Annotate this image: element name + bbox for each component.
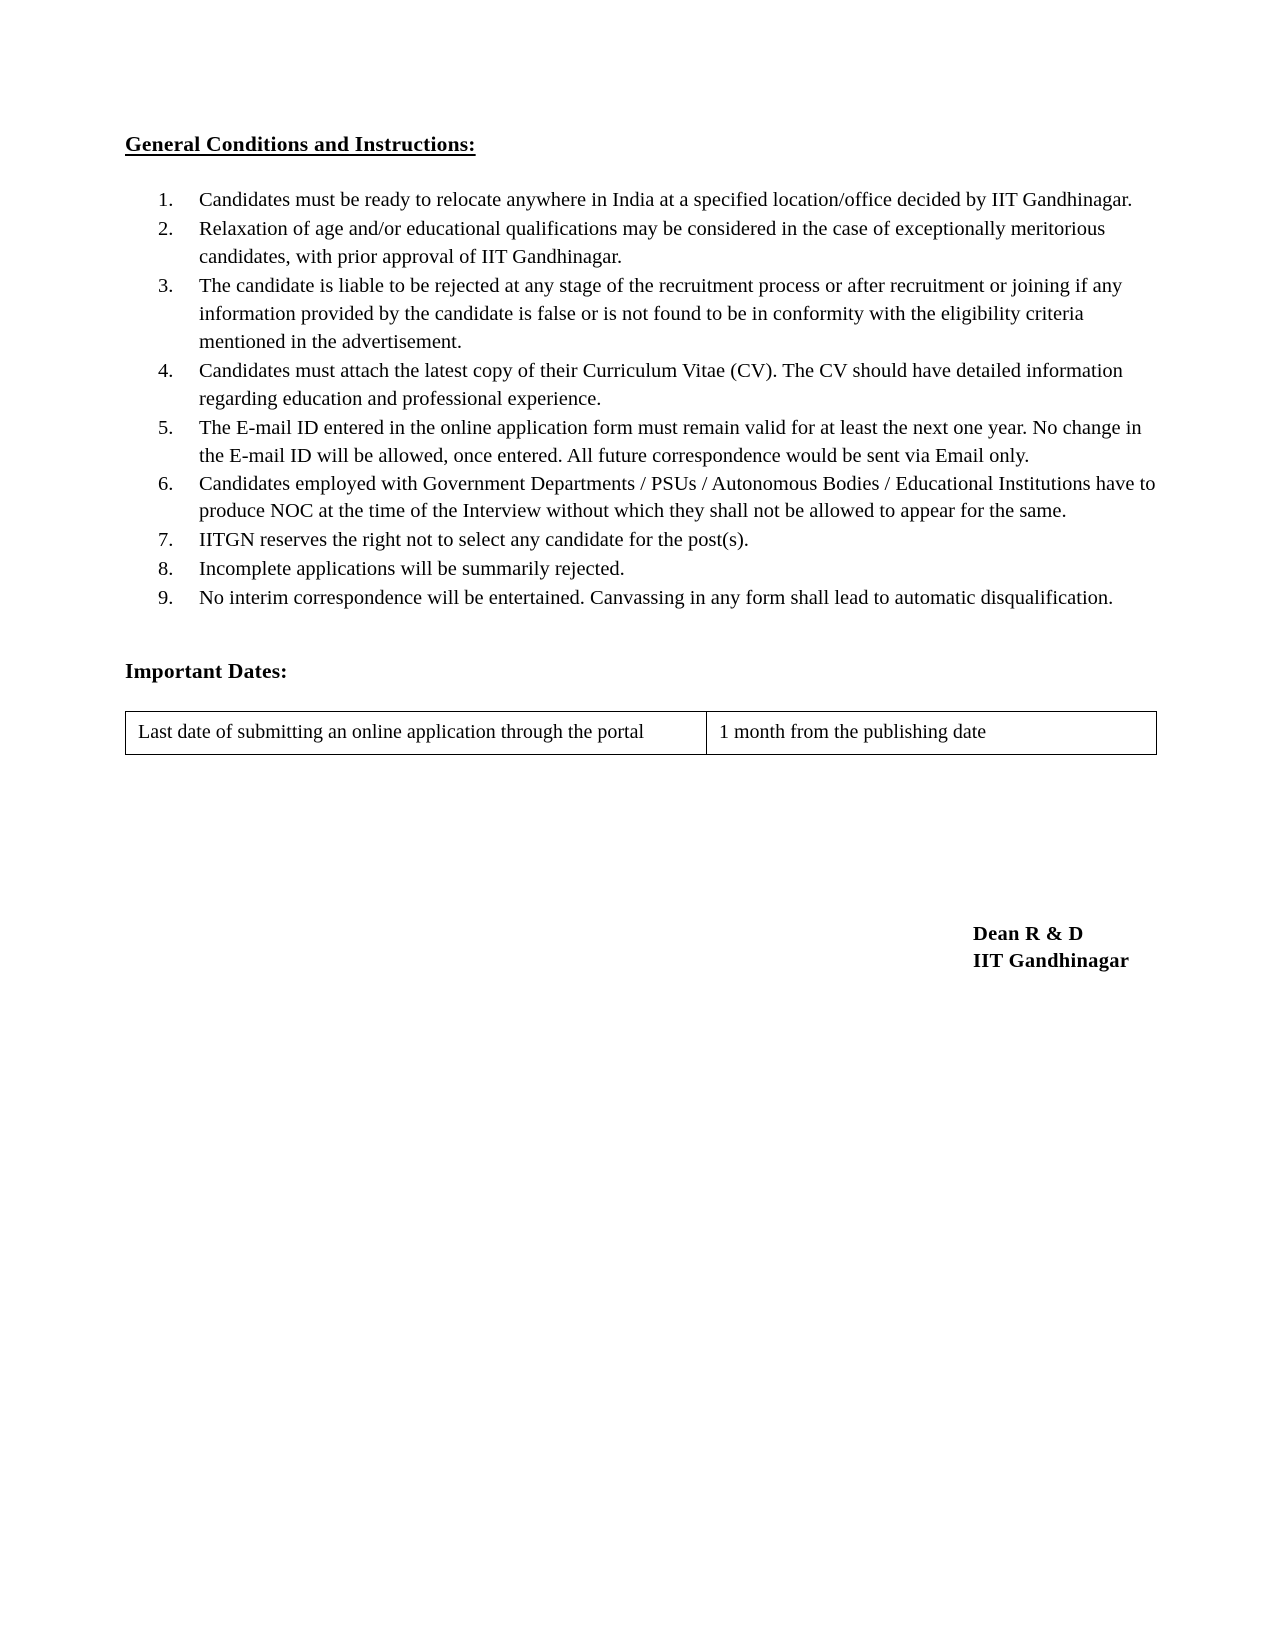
list-item [125, 584, 1157, 612]
general-conditions-list [125, 186, 1157, 612]
list-item-text: No interim correspondence will be entertained. Canvassing in any form shall lead to automatic disqualification. [199, 586, 1114, 609]
list-item-number: 4. [158, 359, 174, 382]
list-item-number: 9. [158, 586, 174, 609]
list-item-text: Candidates must be ready to relocate anywhere in India at a specified location/office decided by IIT Gandhinagar. [199, 189, 1133, 211]
list-item-number: 1. [158, 189, 174, 211]
section-title-important-dates: Important Dates: [125, 659, 288, 683]
list-item-number: 6. [158, 472, 174, 495]
list-item-text: Incomplete applications will be summarily rejected. [199, 557, 625, 580]
list-item-text: IITGN reserves the right not to select any candidate for the post(s). [199, 529, 749, 552]
list-item-number: 5. [158, 416, 174, 439]
list-item [125, 215, 1157, 271]
list-item-number: 7. [158, 529, 174, 552]
signature-designation: Dean R & D [973, 923, 1084, 945]
list-item-number: 3. [158, 274, 174, 297]
list-item-text: The E-mail ID entered in the online application form must remain valid for at least the next one year. No change in the E-mail ID will be allowed, once entered. All future correspondence would be sent via Email only. [199, 416, 1142, 467]
list-item-number: 8. [158, 557, 174, 580]
important-dates-table [125, 711, 1157, 755]
list-item-number: 2. [158, 217, 174, 240]
list-item [125, 526, 1157, 554]
list-item [125, 186, 1157, 214]
list-item [125, 272, 1157, 357]
list-item [125, 414, 1157, 470]
table-row [126, 712, 1157, 755]
signature-block [973, 921, 1129, 975]
list-item-text: Relaxation of age and/or educational qualifications may be considered in the case of exceptionally meritorious candidates, with prior approval of IIT Gandhinagar. [199, 217, 1106, 268]
list-item-text: Candidates employed with Government Departments / PSUs / Autonomous Bodies / Educational Institutions have to produce NOC at the time of the Interview without which they shall not be allowed to appear for the same. [199, 472, 1156, 523]
list-item [125, 555, 1157, 583]
list-item-text: Candidates must attach the latest copy of their Curriculum Vitae (CV). The CV should have detailed information regarding education and professional experience. [199, 359, 1123, 410]
page-title-general-conditions: General Conditions and Instructions: [125, 132, 476, 156]
list-item-text: The candidate is liable to be rejected at any stage of the recruitment process or after recruitment or joining if any information provided by the candidate is false or is not found to be in conformity with the eligibility criteria mentioned in the advertisement. [199, 274, 1123, 354]
list-item [125, 471, 1157, 526]
list-item [125, 357, 1157, 413]
table-cell-date-label: Last date of submitting an online application through the portal [126, 712, 707, 755]
signature-institution: IIT Gandhinagar [973, 950, 1130, 972]
table-cell-date-value: 1 month from the publishing date [707, 712, 1157, 755]
